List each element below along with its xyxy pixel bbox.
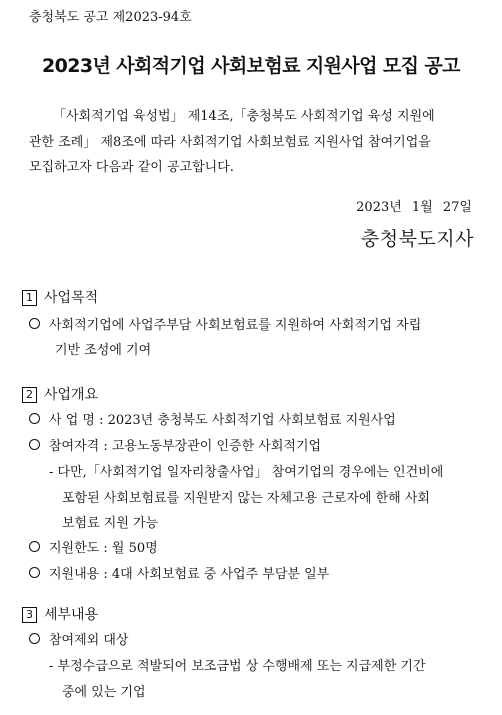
- circle-bullet-icon: [29, 318, 40, 329]
- list-item-text: 지원한도 : 월 50명: [49, 541, 158, 556]
- section-title: 세부내용: [44, 607, 99, 623]
- sub-item-text: - 부정수급으로 적발되어 보조금법 상 수행배제 또는 지급제한 기간: [49, 659, 426, 674]
- intro-line: 모집하고자 다음과 같이 공고합니다.: [29, 160, 234, 175]
- list-item: [29, 629, 128, 648]
- list-item: [29, 537, 158, 556]
- page-title: 2023년 사회적기업 사회보험료 지원사업 모집 공고: [42, 55, 460, 77]
- list-item-text: 사회적기업에 사업주부담 사회보험료를 지원하여 사회적기업 자립: [49, 318, 422, 333]
- list-item: [29, 409, 396, 428]
- intro-paragraph: [29, 104, 477, 181]
- circle-bullet-icon: [29, 413, 40, 424]
- section-number-box: 3: [22, 607, 37, 623]
- sub-item-text: - 다만,「사회적기업 일자리창출사업」 참여기업의 경우에는 인건비에: [49, 465, 444, 480]
- intro-line: 관한 조례」 제8조에 따라 사회적기업 사회보험료 지원사업 참여기업을: [29, 134, 431, 150]
- circle-bullet-icon: [29, 567, 40, 578]
- notice-date: 2023년 1월 27일: [356, 200, 472, 215]
- sub-item-continuation: 중에 있는 기업: [62, 685, 146, 700]
- list-item: [29, 563, 329, 582]
- intro-line: 「사회적기업 육성법」 제14조,「충청북도 사회적기업 육성 지원에: [53, 109, 435, 124]
- list-item-text: 참여자격 : 고용노동부장관이 인증한 사회적기업: [49, 439, 322, 454]
- list-item-text: 참여제외 대상: [49, 633, 129, 648]
- list-item: [29, 435, 321, 454]
- section-heading: [22, 384, 98, 404]
- sub-item-continuation: 보험료 지원 가능: [62, 516, 159, 531]
- sub-item-continuation: 포함된 사회보험료를 지원받지 않는 자체고용 근로자에 한해 사회: [62, 491, 430, 506]
- section-number-box: 2: [22, 387, 37, 403]
- notice-number: 충청북도 공고 제2023-94호: [29, 10, 192, 25]
- issuer-name: 충청북도지사: [360, 228, 474, 250]
- list-item-continuation: 기반 조성에 기여: [55, 343, 152, 358]
- section-number-box: 1: [22, 290, 37, 306]
- section-title: 사업개요: [44, 387, 99, 403]
- list-item-text: 지원내용 : 4대 사회보험료 중 사업주 부담분 일부: [49, 567, 330, 582]
- section-title: 사업목적: [44, 290, 99, 306]
- circle-bullet-icon: [29, 633, 40, 644]
- section-heading: [22, 604, 98, 624]
- list-item: [29, 314, 421, 333]
- circle-bullet-icon: [29, 541, 40, 552]
- circle-bullet-icon: [29, 439, 40, 450]
- list-item-text: 사 업 명 : 2023년 충청북도 사회적기업 사회보험료 지원사업: [49, 413, 396, 428]
- section-heading: [22, 287, 98, 307]
